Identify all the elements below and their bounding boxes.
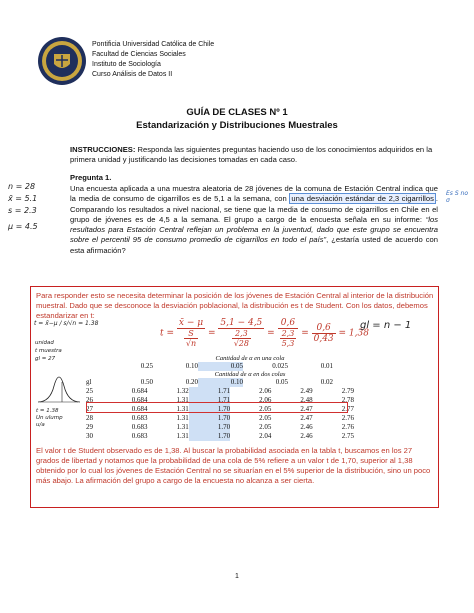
table-cell: 2.78 bbox=[341, 396, 354, 404]
table-cell: 0.684 bbox=[131, 396, 148, 404]
formula-den-3b: 5,3 bbox=[281, 339, 295, 348]
bell-curve-sketch-icon bbox=[36, 368, 82, 408]
formula-den-1-frac bbox=[184, 329, 198, 348]
header-line: Curso Análisis de Datos II bbox=[92, 71, 173, 78]
page-subtitle: Estandarización y Distribuciones Muestrales bbox=[136, 120, 338, 131]
instructions-label: INSTRUCCIONES: bbox=[70, 145, 136, 154]
table-cell: 0.683 bbox=[131, 423, 148, 431]
formula-den-1a: S bbox=[184, 329, 198, 339]
table-cell: 1.31 bbox=[176, 396, 189, 404]
table-cell: 0.683 bbox=[131, 414, 148, 422]
handwritten-s: s = 2.3 bbox=[8, 206, 37, 215]
table-cell: 1.31 bbox=[176, 423, 189, 431]
handwritten-note: unidad bbox=[35, 340, 54, 346]
table-cell: 2.76 bbox=[341, 414, 354, 422]
institution-header bbox=[92, 40, 214, 80]
question-text-1: Una encuesta aplicada a una muestra aleatoria de 28 jóvenes de la comuna de Estación Central indica que la media de consumo de cigarrillos es de 5,1 a la semana, con bbox=[70, 184, 438, 204]
handwritten-note: t = 1.38 bbox=[36, 408, 59, 414]
formula-t: t = bbox=[160, 328, 175, 339]
formula-eq-3: = bbox=[301, 328, 309, 339]
handwritten-note: t muestra bbox=[35, 348, 62, 354]
page-number: 1 bbox=[235, 573, 239, 580]
table-cell: 2.76 bbox=[341, 423, 354, 431]
question-quote: “los resultados para Estación Central reflejan un problema en la juventud, dado que este grupo se encuentra sobre el percentil 95 de consumo promedio de cigarrillos en todo el país” bbox=[70, 214, 438, 245]
handwritten-xbar: x̄ = 5.1 bbox=[8, 194, 38, 203]
table-cell: 1.71 bbox=[189, 396, 230, 405]
header-line: Pontificia Universidad Católica de Chile bbox=[92, 41, 215, 48]
table-head: 0.05 bbox=[275, 378, 288, 386]
question-title: Pregunta 1. bbox=[70, 173, 112, 182]
answer-intro: Para responder esto se necesita determinar la posición de los jóvenes de Estación Central al interior de la distribución muestral. Dado que se desconoce la desviación poblacional, la distribución es t de Student. Con los datos, debemos estandarizar en t: bbox=[36, 291, 434, 320]
table-cell: 2.04 bbox=[259, 432, 272, 440]
table-cell: 2.75 bbox=[341, 432, 354, 440]
handwritten-notes-lower bbox=[36, 408, 63, 429]
question-text-2: . Comparando los resultados a nivel nacional, se tiene que la media de consumo de cigarrillos en Chile en el grupo de jóvenes es de 4,5 a la semana. El grupo a cargo de la encuesta señala en su informe: bbox=[70, 194, 438, 224]
table-cell: 2.49 bbox=[300, 387, 313, 395]
formula-den-2a: 2,3 bbox=[232, 329, 251, 339]
table-spacer bbox=[86, 362, 108, 371]
table-head-highlight: 0.05 bbox=[198, 362, 243, 371]
handwritten-df: gl = n − 1 bbox=[360, 320, 412, 331]
table-head: 0.025 bbox=[272, 362, 288, 370]
formula-den-2b: √28 bbox=[233, 339, 249, 348]
t-statistic-formula bbox=[160, 318, 369, 348]
table-cell-gl: 25 bbox=[86, 387, 93, 395]
instructions bbox=[70, 145, 438, 165]
table-cell: 1.70 bbox=[189, 405, 230, 414]
formula-num-4: 0,6 bbox=[312, 323, 336, 334]
table-cell: 2.48 bbox=[300, 396, 313, 404]
formula-den-1 bbox=[177, 329, 205, 348]
table-gl-label: gl bbox=[86, 378, 92, 386]
handwritten-notes bbox=[35, 339, 62, 363]
university-seal-icon bbox=[37, 36, 87, 86]
formula-den-2 bbox=[218, 329, 264, 348]
table-cell: 1.70 bbox=[189, 414, 230, 423]
table-cell-gl: 28 bbox=[86, 414, 93, 422]
table-cell: 2.06 bbox=[259, 387, 272, 395]
answer-conclusion: El valor t de Student observado es de 1,38. Al buscar la probabilidad asociada en la tabla t, buscamos en los 27 grados de libertad y notamos que la probabilidad de una cola de 5% refiere a un valor t de 1,70, superior al 1,38 obtenido por lo cual los jóvenes de Estación Central no se situarían en el 5% superior de la distribución, sino un poco más abajo. La afirmación del grupo a cargo de la encuesta no alcanza a ser cierta. bbox=[36, 446, 431, 485]
table-row bbox=[86, 387, 354, 396]
table-two-tail-label: Cantidad de α en dos colas bbox=[214, 371, 286, 378]
page-title: GUÍA DE CLASES Nº 1 bbox=[186, 107, 288, 118]
table-head: 0.01 bbox=[320, 362, 333, 370]
table-head: 0.10 bbox=[185, 362, 198, 370]
table-cell: 1.31 bbox=[176, 432, 189, 440]
table-cell: 1.31 bbox=[176, 405, 189, 413]
header-line: Instituto de Sociología bbox=[92, 61, 161, 68]
instructions-text: Responda las siguientes preguntas haciendo uso de los conocimientos adquiridos en la primera unidad y justificando las decisiones tomadas en cada caso. bbox=[70, 145, 433, 164]
table-one-tail-label: Cantidad de α en una cola bbox=[215, 355, 285, 362]
formula-fraction-1 bbox=[177, 318, 205, 348]
highlighted-std-dev: una desviación estándar de 2,3 cigarrillos bbox=[291, 194, 434, 204]
table-cell: 2.05 bbox=[259, 423, 272, 431]
handwritten-mu: μ = 4.5 bbox=[8, 222, 38, 231]
handwritten-formula: t = x̄−μ / s/√n = 1.38 bbox=[34, 320, 99, 327]
table-row bbox=[86, 423, 354, 432]
table-cell: 1.70 bbox=[189, 432, 230, 441]
formula-den-3-frac bbox=[280, 329, 297, 348]
formula-fraction-2 bbox=[218, 318, 264, 348]
formula-den-3a: 2,3 bbox=[281, 329, 295, 338]
table-head-highlight: 0.10 bbox=[198, 378, 243, 387]
table-cell: 2.05 bbox=[259, 414, 272, 422]
handwritten-note: gl = 27 bbox=[35, 356, 56, 362]
table-cell: 1.70 bbox=[189, 423, 230, 432]
formula-eq-2: = bbox=[267, 328, 275, 339]
table-head: 0.25 bbox=[140, 362, 153, 370]
formula-den-1b: √n bbox=[185, 339, 197, 348]
table-head: 0.20 bbox=[185, 378, 198, 386]
formula-fraction-4 bbox=[312, 323, 336, 344]
table-cell: 2.47 bbox=[300, 405, 313, 413]
table-cell: 1.71 bbox=[189, 387, 230, 396]
table-cell: 2.79 bbox=[341, 387, 354, 395]
table-cell-gl: 29 bbox=[86, 423, 93, 431]
handwritten-note: u/a bbox=[36, 422, 45, 428]
formula-fraction-3 bbox=[278, 318, 299, 348]
table-cell-gl: 26 bbox=[86, 396, 93, 404]
header-line: Facultad de Ciencias Sociales bbox=[92, 51, 186, 58]
table-cell-gl: 27 bbox=[86, 405, 93, 413]
question-body bbox=[70, 184, 438, 256]
table-body bbox=[86, 387, 354, 441]
table-cell: 2.05 bbox=[259, 405, 272, 413]
formula-den-4: 0,43 bbox=[313, 333, 334, 344]
table-cell-gl: 30 bbox=[86, 432, 93, 440]
table-cell: 0.684 bbox=[131, 405, 148, 413]
table-header-two-tail bbox=[86, 378, 354, 387]
formula-result: = 1,38 bbox=[338, 328, 369, 339]
formula-den-3 bbox=[278, 329, 299, 348]
table-cell: 2.46 bbox=[300, 432, 313, 440]
formula-num-2: 5,1 − 4,5 bbox=[220, 318, 263, 328]
highlighted-row-27 bbox=[86, 402, 348, 413]
formula-eq-1: = bbox=[207, 328, 216, 339]
table-header-one-tail bbox=[86, 362, 354, 371]
table-cell: 1.32 bbox=[176, 387, 189, 395]
table-cell: 1.31 bbox=[176, 414, 189, 422]
table-row bbox=[86, 414, 354, 423]
handwritten-note: Un ulump bbox=[36, 415, 63, 421]
formula-num-1: x̄ − μ bbox=[178, 318, 204, 328]
handwritten-n: n = 28 bbox=[8, 182, 36, 191]
table-cell: 2.47 bbox=[300, 414, 313, 422]
table-cell: 2.06 bbox=[259, 396, 272, 404]
t-distribution-table bbox=[86, 355, 354, 441]
table-head: 0.50 bbox=[140, 378, 153, 386]
table-row bbox=[86, 432, 354, 441]
formula-num-3: 0,6 bbox=[278, 318, 299, 329]
table-cell: 2.77 bbox=[341, 405, 354, 413]
question-text-3: , ¿estaría usted de acuerdo con esta afirmación? bbox=[70, 235, 438, 255]
formula-den-2-frac bbox=[232, 329, 251, 348]
table-cell: 0.684 bbox=[131, 387, 148, 395]
handwritten-side-note: Es S no σ bbox=[446, 190, 469, 204]
table-cell: 2.46 bbox=[300, 423, 313, 431]
table-cell: 0.683 bbox=[131, 432, 148, 440]
table-head: 0.02 bbox=[320, 378, 333, 386]
